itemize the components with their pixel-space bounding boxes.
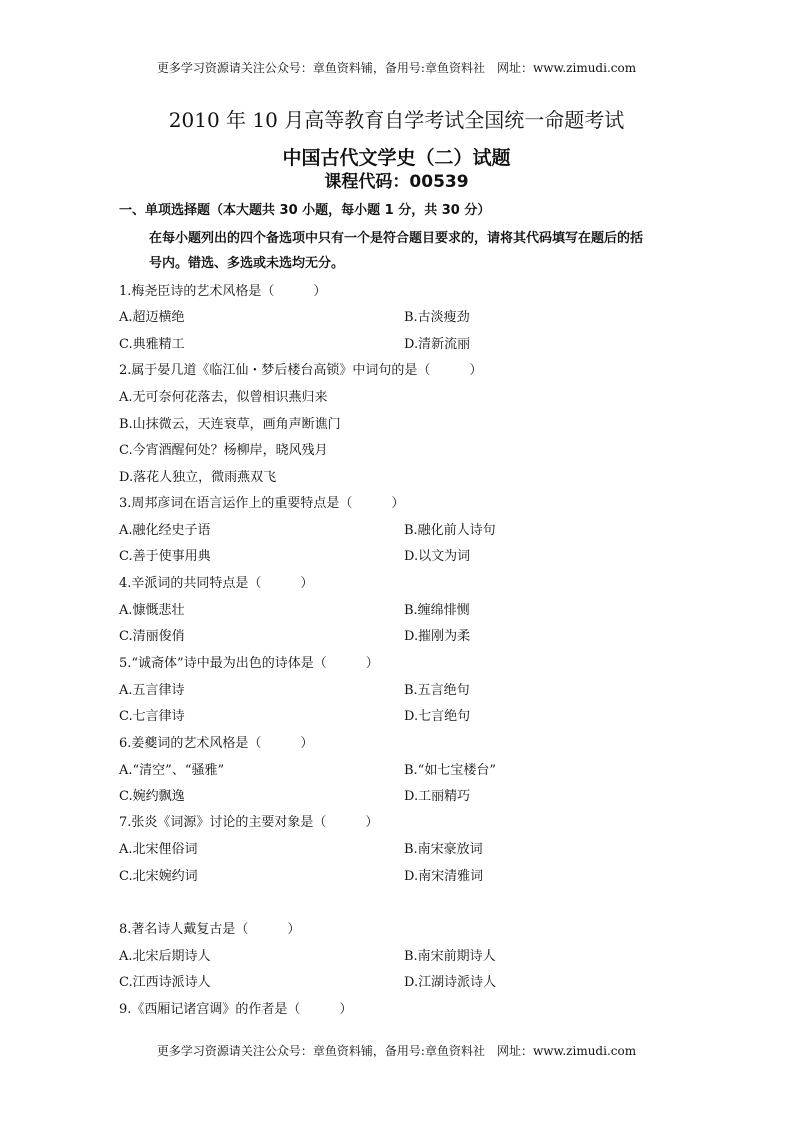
- question-3-option-b: B.融化前人诗句: [404, 523, 496, 538]
- question-6-stem: 6.姜夔词的艺术风格是（ ）: [119, 736, 314, 751]
- question-4-option-c: C.清丽俊俏: [119, 629, 185, 644]
- subject-title: 中国古代文学史（二）试题: [282, 147, 511, 169]
- question-1-option-c: C.典雅精工: [119, 337, 185, 352]
- question-2-stem: 2.属于晏几道《临江仙・梦后楼台高锁》中词句的是（ ）: [119, 363, 483, 378]
- question-3-option-d: D.以文为词: [404, 549, 471, 564]
- question-2-option-b: B.山抹微云，天连衰草，画角声断谯门: [119, 417, 341, 432]
- question-9-stem: 9.《西厢记诸宫调》的作者是（ ）: [119, 1002, 353, 1017]
- question-2-option-c: C.今宵酒醒何处？杨柳岸，晓风残月: [119, 443, 328, 458]
- question-8-option-b: B.南宋前期诗人: [404, 949, 496, 964]
- question-8-option-c: C.江西诗派诗人: [119, 975, 211, 990]
- question-8-option-d: D.江湖诗派诗人: [404, 975, 497, 990]
- question-1-stem: 1.梅尧臣诗的艺术风格是（ ）: [119, 284, 327, 299]
- question-7-stem: 7.张炎《词源》讨论的主要对象是（ ）: [119, 815, 379, 830]
- question-3-option-a: A.融化经史子语: [119, 523, 211, 538]
- question-6-option-a: A.“清空”、“骚雅”: [119, 763, 225, 778]
- question-1-option-b: B.古淡瘦劲: [404, 310, 470, 325]
- footer-banner: 更多学习资源请关注公众号：章鱼资料铺，备用号:章鱼资料社 网址：www.zimudi.com: [156, 1044, 637, 1058]
- question-7-option-d: D.南宋清雅词: [404, 869, 484, 884]
- question-7-option-c: C.北宋婉约词: [119, 869, 198, 884]
- instructions-line-1: 在每小题列出的四个备选项中只有一个是符合题目要求的，请将其代码填写在题后的括: [149, 231, 644, 246]
- question-6-option-d: D.工丽精巧: [404, 789, 471, 804]
- question-5-option-b: B.五言绝句: [404, 683, 470, 698]
- question-7-option-b: B.南宋豪放词: [404, 842, 483, 857]
- question-5-option-c: C.七言律诗: [119, 709, 185, 724]
- question-8-stem: 8.著名诗人戴复古是（ ）: [119, 922, 301, 937]
- question-2-option-a: A.无可奈何花落去，似曾相识燕归来: [119, 390, 328, 405]
- question-1-option-a: A.超迈横绝: [119, 310, 185, 325]
- exam-title: 2010 年 10 月高等教育自学考试全国统一命题考试: [168, 108, 625, 132]
- question-6-option-b: B.“如七宝楼台”: [404, 763, 496, 778]
- question-6-option-c: C.婉约飘逸: [119, 789, 185, 804]
- course-code: 课程代码：00539: [324, 172, 469, 192]
- question-3-option-c: C.善于使事用典: [119, 549, 211, 564]
- header-banner: 更多学习资源请关注公众号：章鱼资料铺，备用号:章鱼资料社 网址：www.zimudi.com: [156, 61, 637, 75]
- question-5-option-d: D.七言绝句: [404, 709, 471, 724]
- question-3-stem: 3.周邦彦词在语言运作上的重要特点是（ ）: [119, 496, 405, 511]
- question-4-option-b: B.缠绵悱恻: [404, 603, 470, 618]
- question-4-option-d: D.摧刚为柔: [404, 629, 471, 644]
- question-2-option-d: D.落花人独立，微雨燕双飞: [119, 470, 277, 485]
- question-4-stem: 4.辛派词的共同特点是（ ）: [119, 576, 314, 591]
- question-8-option-a: A.北宋后期诗人: [119, 949, 211, 964]
- question-4-option-a: A.慷慨悲壮: [119, 603, 185, 618]
- question-5-stem: 5.“诚斋体”诗中最为出色的诗体是（ ）: [119, 656, 379, 671]
- question-7-option-a: A.北宋俚俗词: [119, 842, 198, 857]
- instructions-line-2: 号内。错选、多选或未选均无分。: [149, 256, 345, 271]
- section-heading: 一、单项选择题（本大题共 30 小题，每小题 1 分，共 30 分）: [119, 203, 491, 218]
- question-5-option-a: A.五言律诗: [119, 683, 185, 698]
- question-1-option-d: D.清新流丽: [404, 337, 471, 352]
